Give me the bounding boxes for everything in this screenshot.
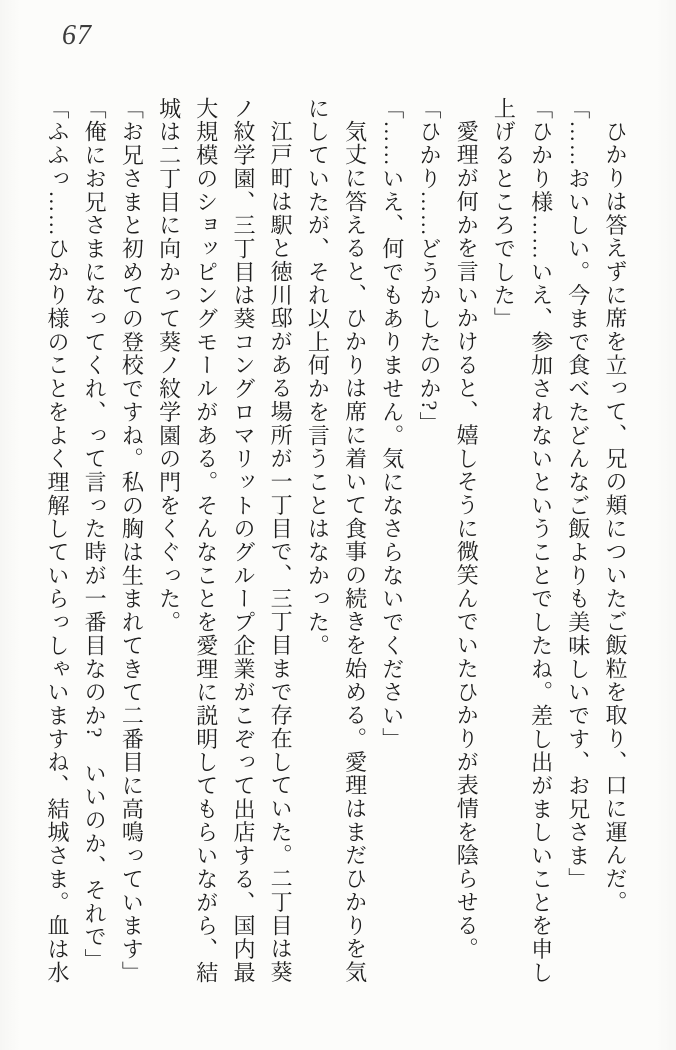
text-line: 気丈に答えると、ひかりは席に着いて食事の続きを始める。愛理はまだひかりを気	[342, 120, 368, 985]
text-line: 「……いえ、何でもありません。気になさらないでください」	[379, 97, 405, 751]
text-line: 「俺にお兄さまになってくれ、って言った時が一番目なのか? いいのか、それで」	[82, 97, 108, 973]
text-line: 「ひかり……どうかしたのか?」	[416, 97, 442, 436]
text-line: 上げるところでした」	[491, 97, 517, 331]
text-line: 「ひかり様……いえ、参加されないということでしたね。差し出がましいことを申し	[528, 97, 554, 985]
text-line: 江戸町は駅と徳川邸がある場所が一丁目で、三丁目まで存在していた。二丁目は葵	[268, 120, 294, 985]
text-line: 城は二丁目に向かって葵ノ紋学園の門をくぐった。	[156, 97, 182, 635]
vertical-text-area	[39, 97, 634, 989]
text-line: ひかりは答えずに席を立って、兄の頬についたご飯粒を取り、口に運んだ。	[603, 120, 628, 915]
text-line: ノ紋学園、三丁目は葵コングロマリットのグループ企業がこぞって出店する、国内最	[230, 97, 256, 985]
text-line: 「ふふっ……ひかり様のことをよく理解していらっしゃいますね、結城さま。血は水	[44, 97, 70, 985]
text-line: 「お兄さまと初めての登校ですね。私の胸は生まれてきて二番目に高鳴っています」	[119, 97, 145, 985]
text-line: にしていたが、それ以上何かを言うことはなかった。	[305, 97, 331, 658]
text-line: 大規模のショッピングモールがある。そんなことを愛理に説明してもらいながら、結	[193, 97, 219, 985]
text-line: 「……おいしい。今まで食べたどんなご飯よりも美味しいです、お兄さま」	[565, 97, 591, 891]
page-number: 67	[62, 20, 92, 51]
text-line: 愛理が何かを言いかけると、嬉しそうに微笑んでいたひかりが表情を陰らせる。	[454, 120, 480, 961]
